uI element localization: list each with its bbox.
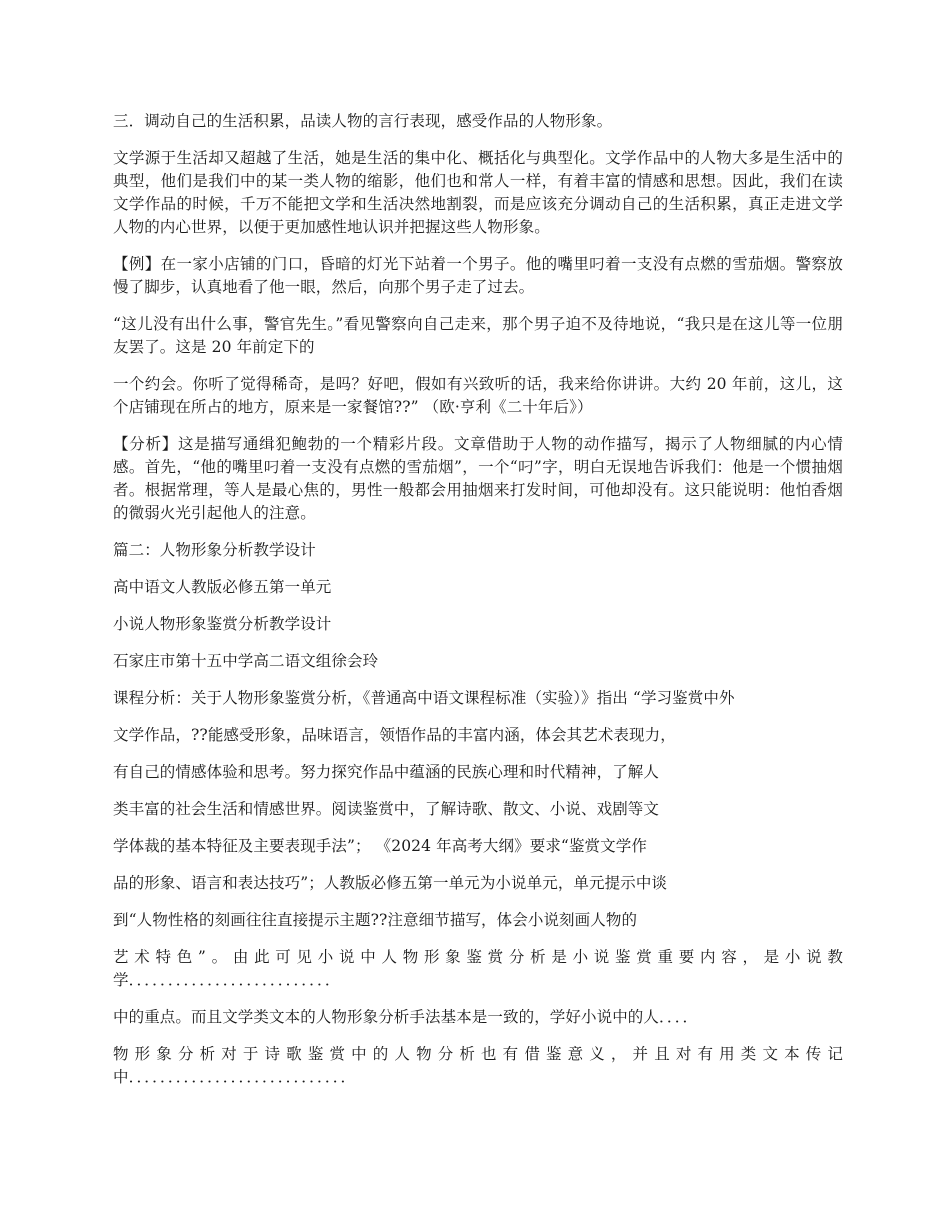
body-line: 类丰富的社会生活和情感世界。阅读鉴赏中，了解诗歌、散文、小说、戏剧等文 — [113, 800, 660, 818]
body-line: 到“人物性格的刻画往往直接提示主题??注意细节描写，体会小说刻画人物的 — [113, 911, 638, 929]
body-line: 艺术特色”。由此可见小说中人物形象鉴赏分析是小说鉴赏重要内容，是小说教学．．．．．．．．．．．．．．．．．．．．．．．．．． — [113, 948, 843, 989]
author-line: 石家庄市第十五中学高二语文组徐会玲 — [113, 652, 379, 670]
analysis-paragraph: 【分析】这是描写通缉犯鲍勃的一个精彩片段。文章借助于人物的动作描写，揭示了人物细腻的内心情感。首先，“他的嘴里叼着一支没有点燃的雪茄烟”，一个“叼”字，明白无误地告诉我们：他是一个惯抽烟者。根据常理，等人是最心焦的，男性一般都会用抽烟来打发时间，可他却没有。这只能说明：他怕香烟的微弱火光引起他人的注意。 — [113, 435, 843, 522]
body-line: 物形象分析对于诗歌鉴赏中的人物分析也有借鉴意义，并且对有用类文本传记中．．．．．．．．．．．．．．．．．．．．．．．．．．．． — [113, 1045, 843, 1086]
body-paragraph: 文学源于生活却又超越了生活，她是生活的集中化、概括化与典型化。文学作品中的人物大多是生活中的典型，他们是我们中的某一类人物的缩影，他们也和常人一样，有着丰富的情感和思想。因此，我们在读文学作品的时候，千万不能把文学和生活决然地割裂，而是应该充分调动自己的生活积累，真正走进文学人物的内心世界，以便于更加感性地认识并把握这些人物形象。 — [113, 149, 843, 236]
body-line: 有自己的情感体验和思考。努力探究作品中蕴涵的民族心理和时代精神，了解人 — [113, 763, 660, 781]
quote-paragraph: “这儿没有出什么事，警官先生。”看见警察向自己走来，那个男子迫不及待地说，“我只是在这儿等一位朋友罢了。这是 20 年前定下的 — [113, 315, 843, 356]
body-line: 中的重点。而且文学类文本的人物形象分析手法基本是一致的，学好小说中的人．．．． — [113, 1008, 699, 1026]
course-line: 高中语文人教版必修五第一单元 — [113, 578, 332, 596]
document-page — [113, 110, 843, 1103]
quote-continued-paragraph: 一个约会。你听了觉得稀奇，是吗？好吧，假如有兴致听的话，我来给你讲讲。大约 20 年前，这儿，这个店铺现在所占的地方，原来是一家餐馆??” （欧·亨利《二十年后》） — [113, 375, 843, 416]
body-line: 文学作品，??能感受形象，品味语言，领悟作品的丰富内涵，体会其艺术表现力， — [113, 726, 676, 744]
chapter-title: 篇二：人物形象分析教学设计 — [113, 541, 316, 559]
design-title: 小说人物形象鉴赏分析教学设计 — [113, 615, 332, 633]
body-line: 品的形象、语言和表达技巧”；人教版必修五第一单元为小说单元，单元提示中谈 — [113, 874, 668, 892]
example-paragraph: 【例】在一家小店铺的门口，昏暗的灯光下站着一个男子。他的嘴里叼着一支没有点燃的雪茄烟。警察放慢了脚步，认真地看了他一眼，然后，向那个男子走了过去。 — [113, 255, 843, 296]
body-line: 学体裁的基本特征及主要表现手法”； 《2024 年高考大纲》要求“鉴赏文学作 — [113, 837, 647, 855]
course-analysis-line: 课程分析：关于人物形象鉴赏分析，《普通高中语文课程标准（实验）》指出 “学习鉴赏中外 — [113, 689, 735, 707]
section-heading: 三．调动自己的生活积累，品读人物的言行表现，感受作品的人物形象。 — [113, 112, 613, 130]
